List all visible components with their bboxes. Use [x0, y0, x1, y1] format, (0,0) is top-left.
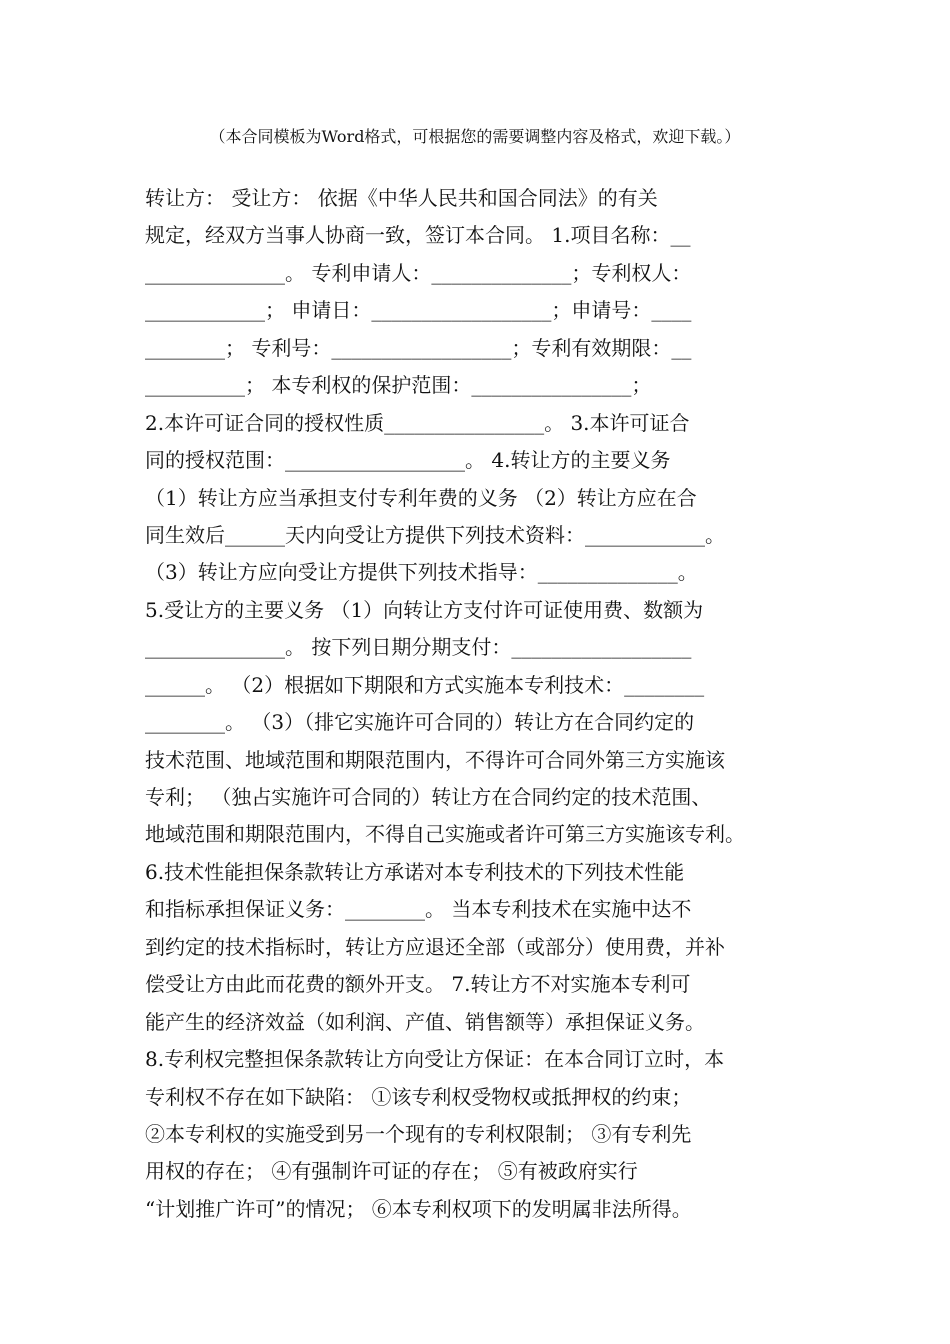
body-line: 地域范围和期限范围内，不得自己实施或者许可第三方实施该专利。: [145, 822, 745, 847]
body-line: 8.专利权完整担保条款转让方向受让方保证：在本合同订立时，本: [145, 1047, 725, 1072]
body-line: 同的授权范围：__________________。 4.转让方的主要义务: [145, 448, 671, 473]
body-line: 2.本许可证合同的授权性质________________。 3.本许可证合: [145, 410, 690, 435]
body-line: ______。 （2）根据如下期限和方式实施本专利技术：________: [145, 672, 705, 697]
body-line: 技术范围、地域范围和期限范围内，不得许可合同外第三方实施该: [145, 747, 725, 772]
contract-body: [145, 180, 805, 1228]
body-line: __________； 本专利权的保护范围：________________；: [145, 373, 652, 398]
body-line: 和指标承担保证义务：________。 当本专利技术在实施中达不: [145, 897, 692, 922]
body-line: 偿受让方由此而花费的额外开支。 7.转让方不对实施本专利可: [145, 972, 691, 997]
body-line: 专利； （独占实施许可合同的）转让方在合同约定的技术范围、: [145, 785, 712, 809]
body-line: ________。 （3）（排它实施许可合同的）转让方在合同约定的: [145, 710, 695, 735]
body-line: 6.技术性能担保条款转让方承诺对本专利技术的下列技术性能: [145, 859, 685, 884]
body-line: ________； 专利号：__________________；专利有效期限：__: [145, 335, 692, 360]
body-line: 能产生的经济效益（如利润、产值、销售额等）承担保证义务。: [145, 1009, 705, 1034]
body-line: （1）转让方应当承担支付专利年费的义务 （2）转让方应在合: [145, 485, 697, 510]
body-line: （3）转让方应向受让方提供下列技术指导：______________。: [145, 560, 698, 585]
body-line: “计划推广许可”的情况； ⑥本专利权项下的发明属非法所得。: [145, 1196, 692, 1221]
body-line: ______________。 按下列日期分期支付：__________________: [145, 635, 692, 660]
body-line: ②本专利权的实施受到另一个现有的专利权限制； ③有专利先: [145, 1121, 692, 1146]
body-line: 专利权不存在如下缺陷： ①该专利权受物权或抵押权的约束；: [145, 1084, 692, 1109]
body-line: 转让方： 受让方： 依据《中华人民共和国合同法》的有关: [145, 186, 658, 210]
body-line: ______________。 专利申请人：______________；专利权人：: [145, 260, 692, 285]
body-line: 5.受让方的主要义务 （1）向转让方支付许可证使用费、数额为: [145, 597, 704, 622]
body-line: ____________； 申请日：__________________；申请号：____: [145, 298, 692, 323]
body-line: 规定，经双方当事人协商一致，签订本合同。 1.项目名称：__: [145, 223, 691, 248]
body-line: 到约定的技术指标时，转让方应退还全部（或部分）使用费，并补: [145, 934, 725, 959]
body-line: 用权的存在； ④有强制许可证的存在； ⑤有被政府实行: [145, 1159, 638, 1184]
template-note: （本合同模板为Word格式，可根据您的需要调整内容及格式，欢迎下载。）: [209, 127, 741, 146]
body-line: 同生效后______天内向受让方提供下列技术资料：____________。: [145, 522, 725, 547]
